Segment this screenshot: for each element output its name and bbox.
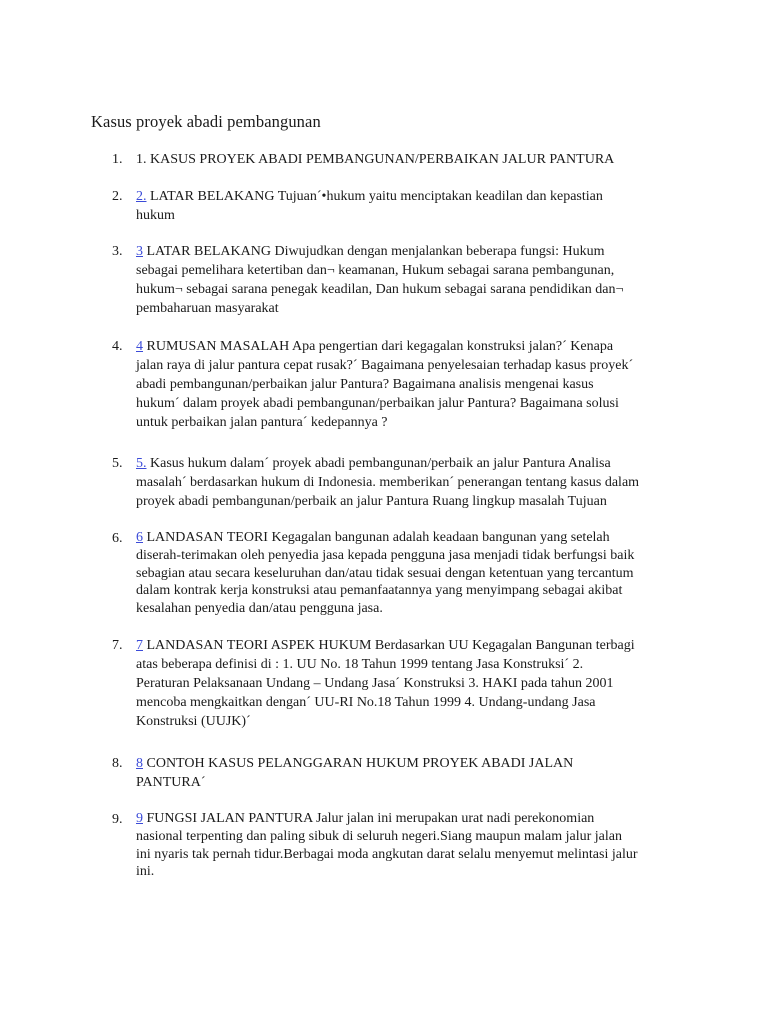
text-line: ini. [136,864,155,880]
list-item-number: 3. [112,244,123,259]
item-link[interactable]: 6 [136,530,143,545]
item-link[interactable]: 5. [136,456,147,471]
text-line: Konstruksi (UUJK)´ [136,714,251,729]
list-item-text [136,636,635,731]
text-line: 8 CONTOH KASUS PELANGGARAN HUKUM PROYEK ABADI JALAN [136,756,574,771]
text-line: jalan raya di jalur pantura cepat rusak?´ Bagaimana penyelesaian terhadap kasus proyek´ [136,358,634,373]
item-link[interactable]: 3 [136,244,143,259]
text-line: sebagai pemelihara ketertiban dan¬ keamanan, Hukum sebagai sarana pembangunan, [136,263,615,278]
list-item-text [136,337,633,432]
list-item-text [136,242,623,318]
text-line: hukum [136,208,175,223]
text-line: 6 LANDASAN TEORI Kegagalan bangunan adalah keadaan bangunan yang setelah [136,530,610,545]
list-item-text [136,150,614,169]
text-line: pembaharuan masyarakat [136,301,279,316]
text-line: Peraturan Pelaksanaan Undang – Undang Jasa´ Konstruksi 3. HAKI pada tahun 2001 [136,676,614,691]
list-item-text [136,454,639,511]
list-item-text [136,187,603,225]
text-line: diserah-terimakan oleh penyedia jasa kepada pengguna jasa menjadi tidak berfungsi baik [136,547,635,563]
list-item-number: 4. [112,339,123,354]
text-line: dalam kontrak kerja konstruksi atau pemanfaatannya yang menyimpang sebagai akibat [136,583,623,599]
text-line: untuk perbaikan jalan pantura´ kedepannya ? [136,415,388,430]
document-title: Kasus proyek abadi pembangunan [91,112,321,131]
text-line: 2. LATAR BELAKANG Tujuan´•hukum yaitu menciptakan keadilan dan kepastian [136,189,603,204]
text-line: atas beberapa definisi di : 1. UU No. 18 Tahun 1999 tentang Jasa Konstruksi´ 2. [136,657,584,672]
text-line: abadi pembangunan/perbaikan jalur Pantura? Bagaimana analisis mengenai kasus [136,377,594,392]
item-link[interactable]: 2. [136,189,147,204]
text-line: kesalahan penyedia dan/atau pengguna jasa. [136,601,383,617]
item-link[interactable]: 4 [136,339,143,354]
list-item-number: 9. [112,812,123,827]
item-link[interactable]: 7 [136,638,143,653]
text-line: 4 RUMUSAN MASALAH Apa pengertian dari kegagalan konstruksi jalan?´ Kenapa [136,339,614,354]
list-item-text [136,754,573,792]
text-line: hukum´ dalam proyek abadi pembangunan/perbaikan jalur Pantura? Bagaimana solusi [136,396,619,411]
text-line: 5. Kasus hukum dalam´ proyek abadi pembangunan/perbaik an jalur Pantura Analisa [136,456,611,471]
text-line: 9 FUNGSI JALAN PANTURA Jalur jalan ini merupakan urat nadi perekonomian [136,811,595,826]
text-line: nasional terpenting dan paling sibuk di seluruh negeri.Siang maupun malam jalur jalan [136,828,622,844]
text-line: PANTURA´ [136,775,206,790]
text-line: ini nyaris tak pernah tidur.Berbagai moda angkutan darat selalu menyemut melintasi jalur [136,846,638,862]
text-line: 3 LATAR BELAKANG Diwujudkan dengan menjalankan beberapa fungsi: Hukum [136,244,605,259]
list-item-text [136,810,638,881]
text-line: mencoba mengkaitkan dengan´ UU-RI No.18 Tahun 1999 4. Undang-undang Jasa [136,695,596,710]
item-link[interactable]: 8 [136,756,143,771]
list-item-number: 2. [112,189,123,204]
list-item-number: 7. [112,638,123,653]
text-line: masalah´ berdasarkan hukum di Indonesia. memberikan´ penerangan tentang kasus dalam [136,475,640,490]
text-line: hukum¬ sebagai sarana penegak keadilan, Dan hukum sebagai sarana pendidikan dan¬ [136,282,624,297]
text-line: 1. KASUS PROYEK ABADI PEMBANGUNAN/PERBAIKAN JALUR PANTURA [136,152,615,167]
list-item-text [136,529,634,618]
text-line: proyek abadi pembangunan/perbaik an jalur Pantura Ruang lingkup masalah Tujuan [136,494,607,509]
list-item-number: 6. [112,531,123,546]
item-link[interactable]: 9 [136,811,143,826]
text-line: 7 LANDASAN TEORI ASPEK HUKUM Berdasarkan UU Kegagalan Bangunan terbagi [136,638,635,653]
list-item-number: 1. [112,152,123,167]
text-line: sebagian atau secara keseluruhan dan/atau tidak sesuai dengan ketentuan yang tercantum [136,565,634,581]
list-item-number: 8. [112,756,123,771]
list-item-number: 5. [112,456,123,471]
